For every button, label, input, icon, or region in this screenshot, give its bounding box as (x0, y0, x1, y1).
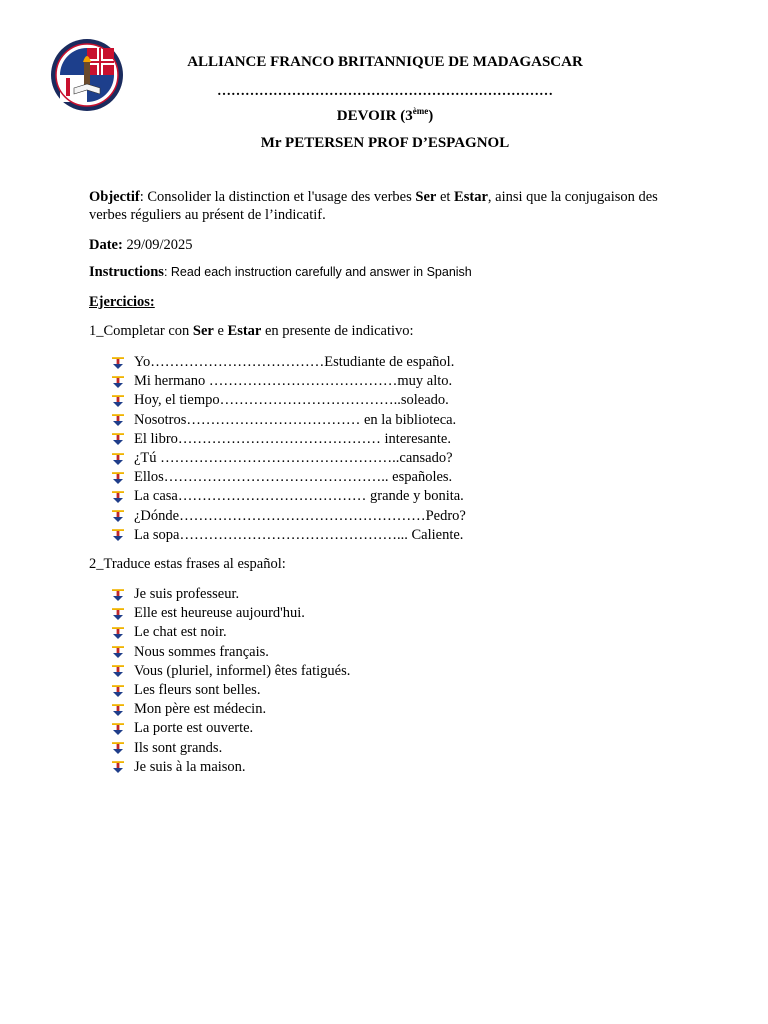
list-item-text: Nosotros……………………………… en la biblioteca. (134, 411, 457, 428)
list-item-text: Les fleurs sont belles. (134, 681, 261, 698)
exercise1-title: 1_Completar con Ser e Estar en presente de indicativo: (89, 323, 414, 339)
bullet-arrow-icon (111, 413, 125, 427)
bullet-arrow-icon (111, 760, 125, 774)
exercise2-item (111, 604, 350, 623)
list-item-text: Mon père est médecin. (134, 701, 267, 718)
bullet-arrow-icon (111, 703, 125, 717)
list-item-text: El libro…………………………………… interesante. (134, 430, 451, 447)
exercise2-item (111, 623, 350, 642)
name-dotted-line: ……………………………………………………………… (217, 84, 553, 99)
list-item-text: Je suis professeur. (134, 586, 240, 602)
list-item-text: Je suis à la maison. (134, 758, 246, 775)
list-item-text: Hoy, el tiempo………………………………..soleado. (134, 392, 449, 409)
bullet-arrow-icon (111, 741, 125, 755)
list-item-text: Nous sommes français. (134, 643, 269, 660)
bullet-arrow-icon (111, 356, 125, 370)
school-name: ALLIANCE FRANCO BRITANNIQUE DE MADAGASCAR (187, 54, 583, 70)
exercise1-item (111, 468, 466, 487)
bullet-arrow-icon (111, 452, 125, 466)
exercise1-item (111, 372, 466, 391)
exercise1-item (111, 353, 466, 372)
bullet-arrow-icon (111, 394, 125, 408)
bullet-arrow-icon (111, 645, 125, 659)
list-item-text: Elle est heureuse aujourd'hui. (134, 605, 305, 622)
exercise1-item (111, 449, 466, 468)
bullet-arrow-icon (111, 375, 125, 389)
exercise2-item (111, 681, 350, 700)
list-item-text: ¿Tú …………………………………………..cansado? (134, 449, 453, 466)
list-item-text: Ils sont grands. (134, 739, 223, 756)
bullet-arrow-icon (111, 432, 125, 446)
objective-paragraph: Objectif: Consolider la distinction et l'usage des verbes Ser et Estar, ainsi que la conjugaison des verbes réguliers au présent de l’indicatif. (89, 189, 658, 223)
exercise1-item (111, 391, 466, 410)
exercise2-list (111, 585, 350, 777)
list-item-text: La sopa………………………………………... Caliente. (134, 526, 464, 543)
exercise2-item (111, 719, 350, 738)
bullet-arrow-icon (111, 471, 125, 485)
list-item-text: Mi hermano …………………………………muy alto. (134, 373, 453, 390)
exercise2-item (111, 585, 350, 604)
list-item-text: La casa………………………………… grande y bonita. (134, 488, 464, 505)
instructions-line: Instructions: Read each instruction carefully and answer in Spanish (89, 264, 472, 280)
exercise2-item (111, 662, 350, 681)
exercise2-title: 2_Traduce estas frases al español: (89, 556, 286, 572)
exercise2-item (111, 739, 350, 758)
devoir-title: DEVOIR (3ème) (336, 106, 434, 124)
exercise2-item (111, 643, 350, 662)
school-logo (50, 38, 124, 112)
list-item-text: Le chat est noir. (134, 624, 227, 641)
bullet-arrow-icon (111, 528, 125, 542)
list-item-text: La porte est ouverte. (134, 720, 254, 737)
bullet-arrow-icon (111, 684, 125, 698)
bullet-arrow-icon (111, 722, 125, 736)
bullet-arrow-icon (111, 509, 125, 523)
exercise1-item (111, 487, 466, 506)
teacher-title: Mr PETERSEN PROF D’ESPAGNOL (260, 135, 510, 151)
exercise1-item (111, 507, 466, 526)
exercise2-item (111, 758, 350, 777)
bullet-arrow-icon (111, 626, 125, 640)
ejercicios-heading: Ejercicios: (89, 294, 155, 310)
list-item-text: Yo………………………………Estudiante de español. (134, 354, 455, 370)
bullet-arrow-icon (111, 588, 125, 602)
exercise1-list (111, 353, 466, 545)
exercise1-item (111, 526, 466, 545)
bullet-arrow-icon (111, 607, 125, 621)
date-line: Date: 29/09/2025 (89, 237, 193, 253)
bullet-arrow-icon (111, 490, 125, 504)
list-item-text: ¿Dónde……………………………………………Pedro? (134, 507, 466, 524)
exercise1-item (111, 430, 466, 449)
bullet-arrow-icon (111, 664, 125, 678)
exercise2-item (111, 700, 350, 719)
list-item-text: Ellos……………………………………….. españoles. (134, 469, 453, 486)
list-item-text: Vous (pluriel, informel) êtes fatigués. (134, 662, 351, 679)
exercise1-item (111, 411, 466, 430)
